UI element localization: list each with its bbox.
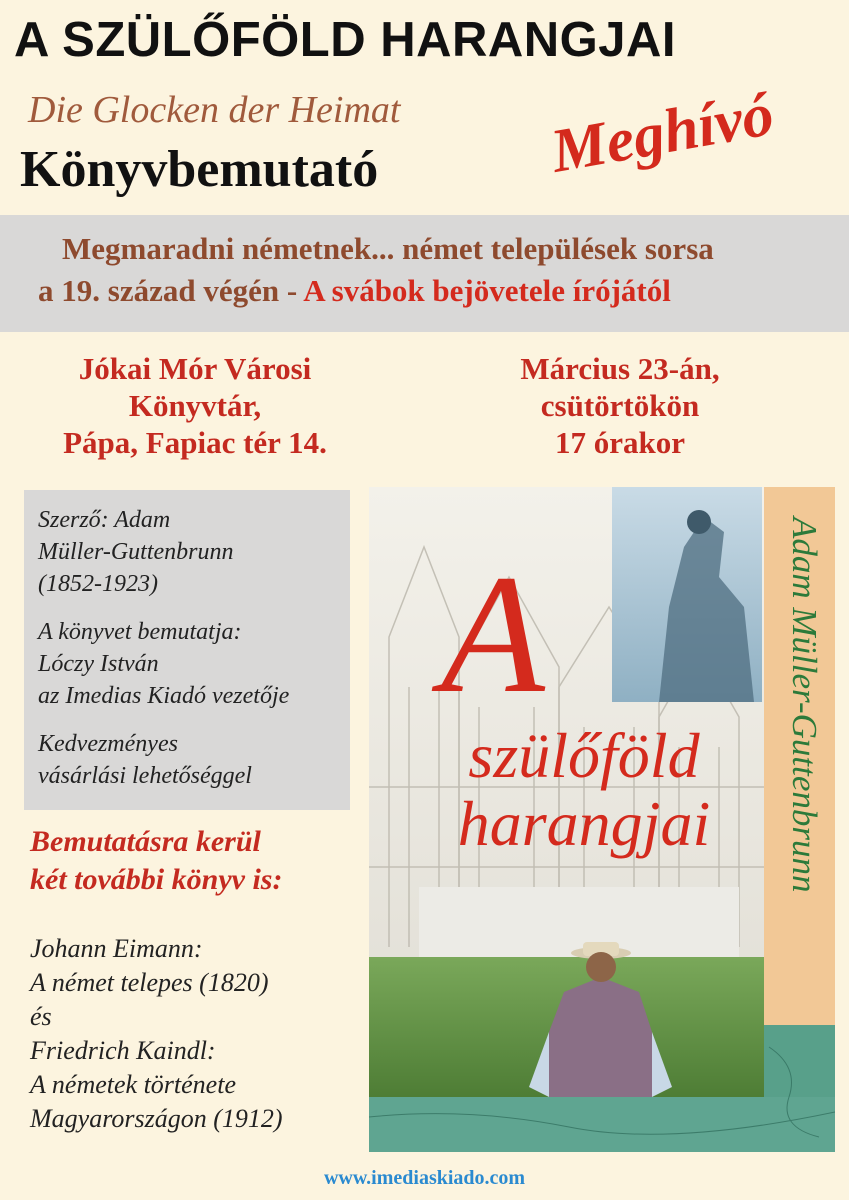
author-years: (1852-1923)	[38, 571, 158, 597]
presenter-role: az Imedias Kiadó vezetője	[38, 683, 290, 709]
cover-title-article: A	[441, 540, 545, 728]
banner-line-1: Megmaradni németnek... német települések sorsa	[62, 231, 714, 266]
poster-title: A SZÜLŐFÖLD HARANGJAI	[14, 13, 676, 67]
extra-books-conjunction: és	[30, 1002, 52, 1031]
cover-author-name: Adam Müller-Guttenbrunn	[785, 517, 824, 893]
discount-line-1: Kedvezményes	[38, 731, 178, 757]
cover-title-line-2: szülőföld	[468, 720, 700, 791]
banner-line-2-highlight: A svábok bejövetele írójától	[303, 273, 671, 308]
extra-book-2-author: Friedrich Kaindl:	[30, 1036, 216, 1065]
extra-books-list	[30, 932, 283, 1136]
also-line-1: Bemutatásra kerül	[30, 825, 261, 858]
date-line-3: 17 órakor	[554, 425, 685, 460]
author-name: Müller-Guttenbrunn	[38, 539, 234, 565]
cover-title-line-3: harangjai	[457, 788, 711, 859]
book-cover	[369, 487, 835, 1152]
presenter-name: Lóczy István	[38, 651, 159, 677]
extra-book-2-title-line-1: A németek története	[30, 1070, 236, 1099]
date-block	[470, 350, 770, 461]
banner-line-2	[38, 273, 671, 309]
also-presented-heading	[30, 823, 282, 899]
book-launch-heading: Könyvbemutató	[20, 141, 379, 198]
extra-book-2-title-line-2: Magyarországon (1912)	[30, 1104, 283, 1133]
invitation-label: Meghívó	[546, 80, 779, 186]
banner-line-2-prefix: a 19. század végén -	[38, 273, 304, 308]
website-link[interactable]: www.imediaskiado.com	[323, 1167, 526, 1189]
venue-line-3: Pápa, Fapiac tér 14.	[63, 425, 327, 460]
info-box	[24, 490, 350, 810]
venue-line-2: Könyvtár,	[128, 388, 262, 423]
german-subtitle: Die Glocken der Heimat	[28, 89, 401, 131]
presenter-label: A könyvet bemutatja:	[38, 619, 242, 645]
author-label: Szerző: Adam	[38, 507, 171, 533]
date-line-1: Március 23-án,	[520, 351, 720, 386]
extra-book-1-title: A német telepes (1820)	[30, 968, 269, 997]
venue-line-1: Jókai Mór Városi	[78, 351, 312, 386]
extra-book-1-author: Johann Eimann:	[30, 934, 203, 963]
date-line-2: csütörtökön	[540, 388, 700, 423]
venue-block	[25, 350, 365, 461]
also-line-2: két további könyv is:	[30, 863, 283, 896]
cover-author-strip	[764, 487, 835, 1025]
discount-line-2: vásárlási lehetőséggel	[38, 763, 252, 789]
cover-title	[414, 722, 754, 858]
tagline-banner	[0, 215, 849, 332]
